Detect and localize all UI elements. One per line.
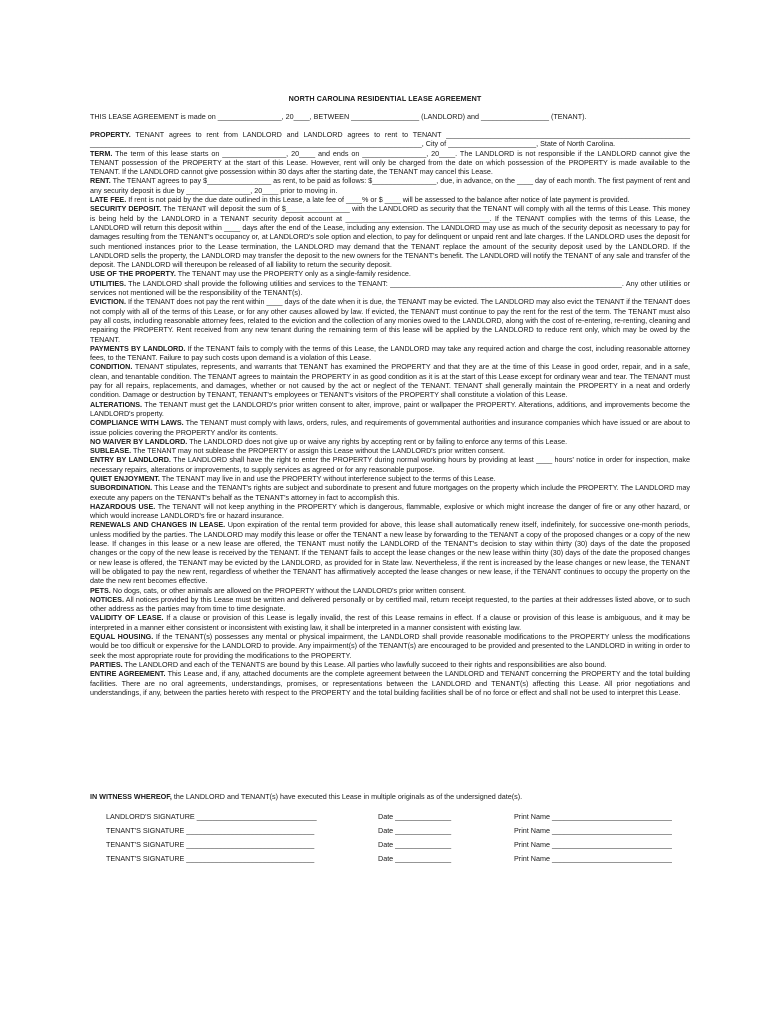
- section-heading: UTILITIES.: [90, 278, 126, 288]
- section-rent: [90, 176, 690, 195]
- section-pets: [90, 586, 690, 595]
- section-text: The TENANT may use the PROPERTY only as a single-family residence.: [177, 269, 411, 279]
- section-heading: TERM.: [90, 148, 113, 158]
- section-heading: SUBLEASE.: [90, 446, 132, 456]
- section-entry-by-landlord: [90, 455, 690, 474]
- section-eviction: [90, 297, 690, 343]
- document-title: NORTH CAROLINA RESIDENTIAL LEASE AGREEMENT: [288, 94, 482, 103]
- section-text: The TENANT may not sublease the PROPERTY or assign this Lease without the LANDLORD's prior written consent.: [133, 446, 505, 456]
- section-heading: USE OF THE PROPERTY.: [90, 269, 176, 279]
- section-heading: PROPERTY.: [90, 130, 131, 139]
- section-text: The LANDLORD and each of the TENANTS are bound by this Lease. All parties who lawfully succeed to their rights and responsibilities are also bound.: [124, 659, 607, 669]
- signature-row-tenant-3: [106, 854, 686, 868]
- section-text: Upon expiration of the rental term provided for above, this lease shall automatically renew itself, indefinitely, for successive one-month periods, unless modified by the parties. The LANDLORD may modify this lease or offer the TENANT a new lease by forwarding to the TENANT a copy of the proposed changes or a copy of the new lease. If changes in this lease or a new lease are offered, the TENANT must notify the LANDLORD of the TENANT's decision to stay within thirty (30) days of the date the proposed changes or the copy of the new lease is received by the TENANT. If the TENANT fails to accept the lease changes or the new lease within thirty (30) days of the date the proposed changes or new lease is offered, the TENANT may be evicted by the LANDLORD, as provided for in State law. Nevertheless, if the rent is increased by the lease changes or new lease, the TENANT will be obligated to pay the new rent, regardless of whether the TENANT has affirmatively accepted the lease changes or new lease, if the TENANT continues to occupy the property on the date the new rent becomes effective.: [90, 520, 690, 586]
- section-heading: PETS.: [90, 585, 111, 595]
- date-line[interactable]: Date ______________: [378, 826, 452, 835]
- section-heading: LATE FEE.: [90, 195, 127, 205]
- witness-text: the LANDLORD and TENANT(s) have executed this Lease in multiple originals as of the undersigned date(s).: [173, 792, 523, 801]
- section-alterations: [90, 400, 690, 419]
- section-heading: ALTERATIONS.: [90, 399, 143, 409]
- section-heading: NO WAIVER BY LANDLORD.: [90, 436, 188, 446]
- section-heading: EQUAL HOUSING.: [90, 632, 154, 642]
- section-text: The LANDLORD shall have the right to enter the PROPERTY during normal working hours by providing at least ____ hours' notice in order for inspection, make necessary repairs, alterations or improvements, to supply services as agreed or for any reasonable purpose.: [90, 455, 690, 474]
- section-text: The TENANT agrees to pay $________________ as rent, to be paid as follows: $________________, due, in advance, on the ____ day of each month. The first payment of rent and any security deposit is due by ________________, 20____ prior to moving in.: [90, 176, 690, 195]
- section-text: The TENANT may live in and use the PROPERTY without interference subject to the terms of this Lease.: [161, 473, 496, 483]
- section-text: TENANT agrees to rent from LANDLORD and LANDLORD agrees to rent to TENANT _____________________________________________________________ ___________________________________________________________________________________, City of ______________________, State of North Carolina.: [90, 130, 691, 149]
- section-text: TENANT stipulates, represents, and warrants that TENANT has examined the PROPERTY and that they are at the time of this Lease in good order, repair, and in a safe, clean, and tenantable condition. The TENANT agrees to maintain the PROPERTY in as good condition as it is at the start of this Lease except for ordinary wear and tear. The TENANT must pay for all repairs, replacements, and damages, whether or not caused by the act or neglect of the TENANT. TENANT shall generally maintain the PROPERTY in a neat and orderly condition. Damage or destruction by TENANT, TENANT's employees or TENANT's visitors of the PROPERTY shall constitute a violation of this Lease.: [90, 362, 690, 400]
- section-heading: EVICTION.: [90, 297, 126, 307]
- section-heading: ENTIRE AGREEMENT.: [90, 669, 166, 679]
- signature-row-tenant-1: [106, 826, 686, 840]
- section-entire-agreement: [90, 669, 690, 697]
- section-text: If the TENANT(s) possesses any mental or physical impairment, the LANDLORD shall provide reasonable modifications to the PROPERTY unless the modifications would be too difficult or expensive for the LANDLORD to provide. Any impairment(s) of the TENANT(s) are encouraged to be provided and presented to the LANDLORD in writing in order to seek the most appropriate route for providing the modifications to the PROPERTY.: [90, 632, 690, 660]
- section-renewals: [90, 520, 690, 585]
- lease-sections: [90, 130, 690, 697]
- section-text: If the TENANT fails to comply with the terms of this Lease, the LANDLORD may take any required action and charge the cost, including reasonable attorney fees, to the TENANT. Failure to pay such costs upon demand is a violation of this Lease.: [90, 343, 690, 363]
- section-text: If the TENANT does not pay the rent within ____ days of the date when it is due, the TENANT may be evicted. The LANDLORD may also evict the TENANT if the TENANT does not comply with all of the terms of this Lease, or for any other causes allowed by law. If evicted, the TENANT must continue to pay the rent for the rest of the term. The TENANT must also pay all costs, including reasonable attorney fees, related to the eviction and the collection of any monies owed to the LANDLORD, along with the cost of re-entering, re-renting, cleaning and repairing the PROPERTY. Rent received from any new tenant during the remaining term of this lease will be applied by the LANDLORD to reduce rent only, which may be owed by the TENANT.: [90, 297, 690, 344]
- section-late-fee: [90, 195, 690, 204]
- section-heading: QUIET ENJOYMENT.: [90, 473, 160, 483]
- section-notices: [90, 595, 690, 614]
- section-term: [90, 149, 690, 177]
- section-validity: [90, 613, 690, 632]
- section-compliance-with-laws: [90, 418, 690, 437]
- intro-paragraph: THIS LEASE AGREEMENT is made on ________________, 20____, BETWEEN _________________ (LANDLORD) and _________________ (TENANT).: [90, 112, 587, 121]
- section-text: This Lease and the TENANT's rights are subject and subordinate to present and future mortgages on the property which include the PROPERTY. The LANDLORD may execute any papers on the TENANT's behalf as the TENANT's attorney in fact to accomplish this.: [90, 483, 690, 502]
- section-text: The TENANT must get the LANDLORD's prior written consent to alter, improve, paint or wallpaper the PROPERTY. Alterations, additions, and improvements become the LANDLORD's property.: [90, 399, 690, 418]
- section-text: No dogs, cats, or other animals are allowed on the PROPERTY without the LANDLORD's prior written consent.: [112, 585, 466, 595]
- section-text: The LANDLORD shall provide the following utilities and services to the TENANT: __________________________________________________________. Any other utilities or services not mentioned will be the responsibility of the TENANT(s).: [90, 278, 690, 298]
- section-hazardous-use: [90, 502, 690, 521]
- landlord-signature-line[interactable]: LANDLORD'S SIGNATURE ______________________________: [106, 812, 317, 821]
- signature-block: [106, 812, 686, 868]
- section-utilities: [90, 279, 690, 298]
- witness-heading: IN WITNESS WHEREOF,: [90, 792, 172, 801]
- section-heading: SUBORDINATION.: [90, 483, 153, 493]
- section-text: The TENANT will not keep anything in the PROPERTY which is dangerous, flammable, explosive or which might increase the danger of fire or any other hazard, or which would increase LANDLORD's fire or hazard insurance.: [90, 501, 690, 521]
- print-name-line[interactable]: Print Name ______________________________: [514, 854, 672, 863]
- section-use-of-property: [90, 269, 690, 278]
- section-heading: RENT.: [90, 176, 111, 186]
- section-security-deposit: [90, 204, 690, 269]
- section-heading: HAZARDOUS USE.: [90, 501, 156, 511]
- date-line[interactable]: Date ______________: [378, 840, 452, 849]
- section-payments-by-landlord: [90, 344, 690, 363]
- section-text: This Lease and, if any, attached documents are the complete agreement between the LANDLORD and TENANT concerning the PROPERTY and the total building facilities. There are no oral agreements, understandings, promises, or representations between the LANDLORD and TENANT(s) affecting this Lease. All prior negotiations and understandings, if any, between the parties hereto with respect to the PROPERTY and the total building facilities shall be of no force or effect and shall not be used to interpret this Lease.: [90, 669, 690, 697]
- print-name-line[interactable]: Print Name ______________________________: [514, 826, 672, 835]
- signature-row-tenant-2: [106, 840, 686, 854]
- section-subordination: [90, 483, 690, 502]
- section-text: If rent is not paid by the due date outlined in this Lease, a late fee of ____% or $ ____ will be assessed to the balance after notice of late payment is provided.: [128, 195, 630, 205]
- section-quiet-enjoyment: [90, 474, 690, 483]
- tenant-signature-line[interactable]: TENANT'S SIGNATURE ________________________________: [106, 854, 315, 863]
- print-name-line[interactable]: Print Name ______________________________: [514, 840, 672, 849]
- section-text: The LANDLORD does not give up or waive any rights by accepting rent or by failing to enforce any terms of this Lease.: [189, 436, 568, 446]
- date-line[interactable]: Date ______________: [378, 812, 452, 821]
- section-text: If a clause or provision of this Lease is legally invalid, the rest of this Lease remains in effect. If a clause or provision of this lease is ambiguous, and it may be interpreted in a manner either consistent or inconsistent with existing law, it shall be interpreted in a manner consistent with existing law.: [90, 613, 690, 632]
- section-condition: [90, 362, 690, 399]
- section-heading: COMPLIANCE WITH LAWS.: [90, 418, 184, 428]
- section-heading: PAYMENTS BY LANDLORD.: [90, 343, 186, 353]
- section-heading: VALIDITY OF LEASE.: [90, 613, 164, 623]
- section-property: [90, 130, 690, 149]
- section-heading: SECURITY DEPOSIT.: [90, 204, 162, 214]
- section-no-waiver: [90, 437, 690, 446]
- print-name-line[interactable]: Print Name ______________________________: [514, 812, 672, 821]
- section-parties: [90, 660, 690, 669]
- section-heading: RENEWALS AND CHANGES IN LEASE.: [90, 520, 226, 530]
- section-heading: NOTICES.: [90, 594, 124, 604]
- section-equal-housing: [90, 632, 690, 660]
- section-heading: CONDITION.: [90, 362, 133, 372]
- section-heading: ENTRY BY LANDLORD.: [90, 455, 171, 465]
- tenant-signature-line[interactable]: TENANT'S SIGNATURE ________________________________: [106, 840, 315, 849]
- section-text: The TENANT must comply with laws, orders, rules, and requirements of governmental authorities and insurance companies which have issued or are about to issue policies covering the PROPERTY and/or its contents.: [90, 418, 690, 437]
- signature-row-landlord: [106, 812, 686, 826]
- witness-clause: [90, 792, 690, 801]
- section-text: The TENANT will deposit the sum of $________________ with the LANDLORD as security that the TENANT will comply with all the terms of this Lease. This money is being held by the LANDLORD in a TENANT security deposit account at ____________________________________. If the TENANT complies with the terms of this Lease, the LANDLORD will return this deposit within ____ days after the end of the Lease, including any extension. The LANDLORD may use as much of the security deposit as necessary to pay for damages resulting from the TENANT's occupancy or, at LANDLORD's sole option and election, to pay for delinquent or unpaid rent and late charges. If the LANDLORD uses the deposit for such mentioned instances prior to the Lease termination, the LANDLORD may demand that the TENANT replace the amount of the security deposit used by the LANDLORD. If the LANDLORD sells the property, the LANDLORD may transfer the deposit to the new owners for the TENANT's benefit. The LANDLORD will notify the TENANT of any sale and transfer of the deposit. The LANDLORD will thereupon be released of all liability to return the security deposit.: [90, 204, 690, 270]
- section-text: All notices provided by this Lease must be written and delivered personally or by certified mail, return receipt requested, to the parties at their addresses listed above, or to such other address as the parties may from time to time designate.: [90, 594, 690, 614]
- section-text: The term of this lease starts on ________________, 20____ and ends on ________________, 20____. The LANDLORD is not responsible if the LANDLORD cannot give the TENANT possession of the PROPERTY at the start of this Lease. However, rent will only be charged from the date on which possession of the PROPERTY is made available to the TENANT. If the LANDLORD cannot give possession within 30 days after the starting date, the TENANT may cancel this Lease.: [90, 148, 690, 177]
- tenant-signature-line[interactable]: TENANT'S SIGNATURE ________________________________: [106, 826, 315, 835]
- section-sublease: [90, 446, 690, 455]
- section-heading: PARTIES.: [90, 659, 123, 669]
- date-line[interactable]: Date ______________: [378, 854, 452, 863]
